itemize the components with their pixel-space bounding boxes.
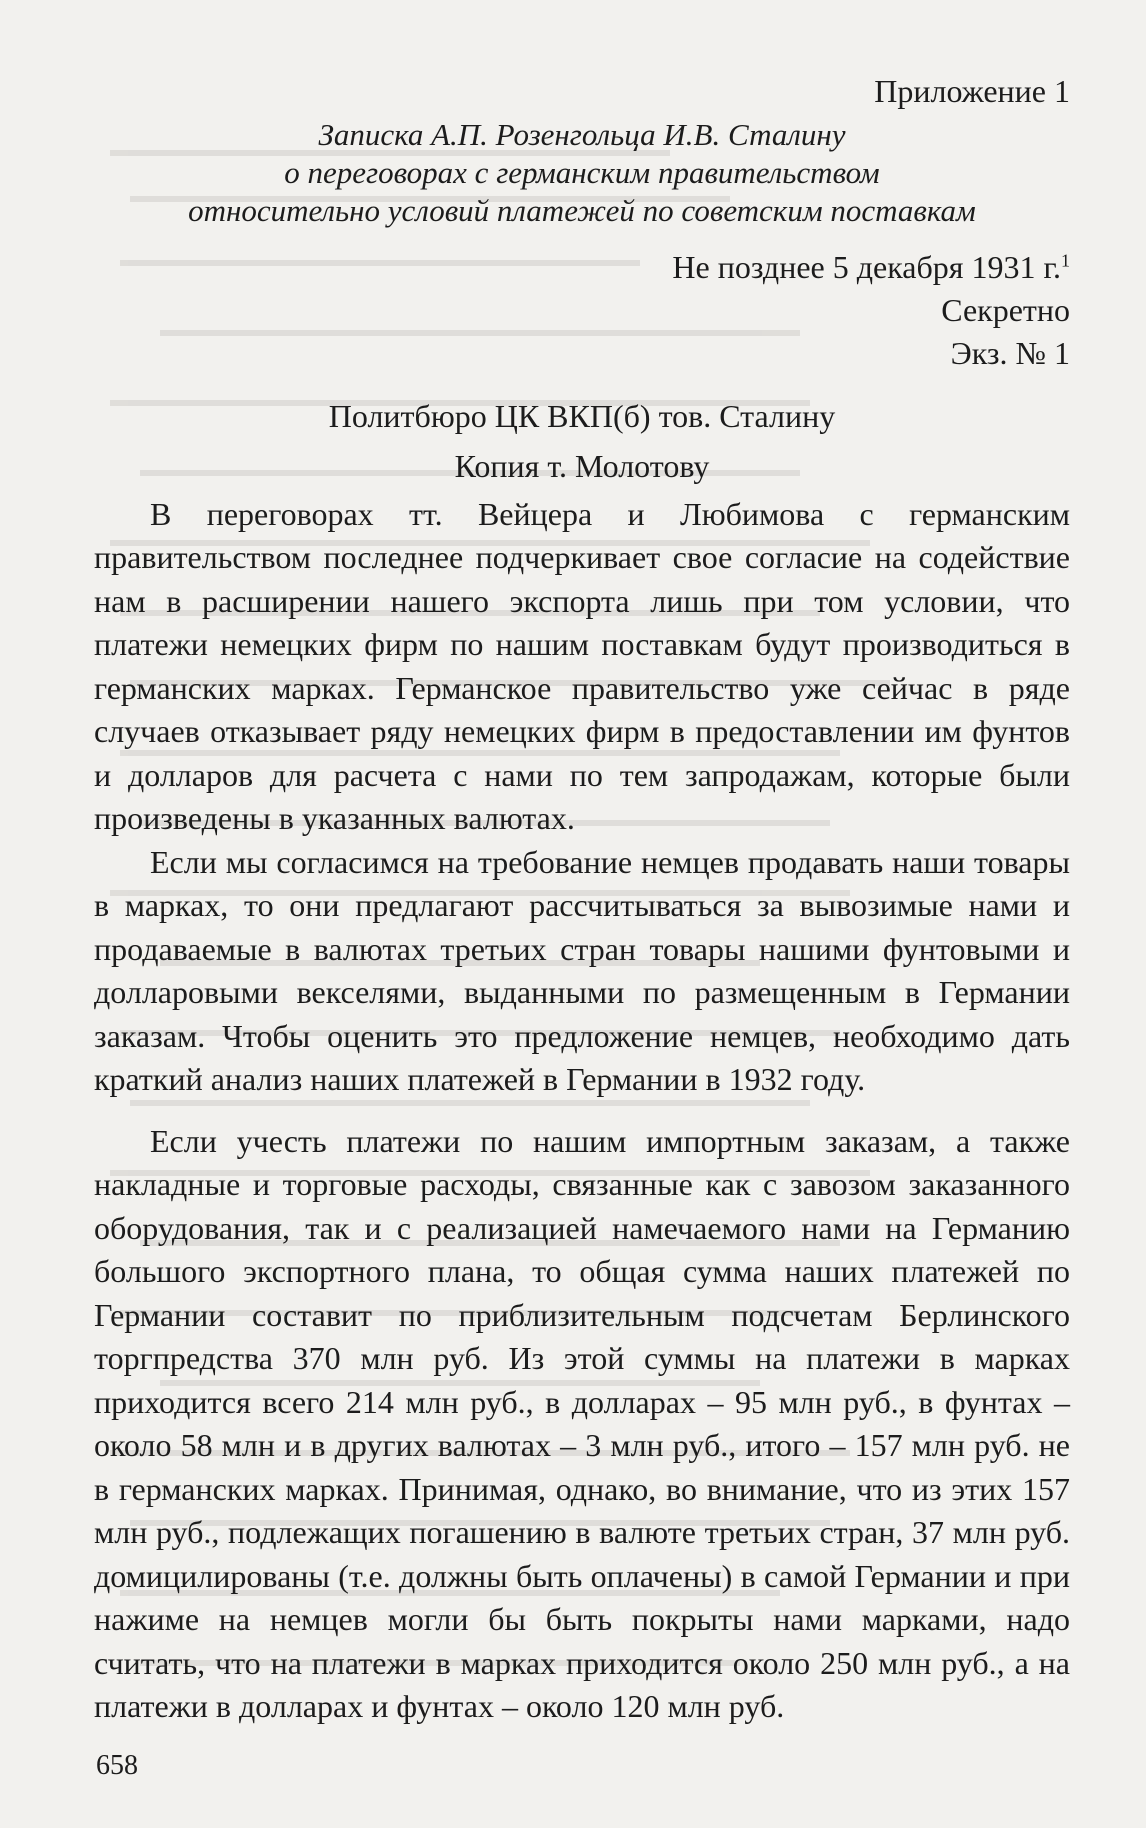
addressee: Политбюро ЦК ВКП(б) тов. Сталину <box>328 397 836 434</box>
document-meta <box>94 246 1070 375</box>
paragraph-2: Если мы согласимся на требование немцев продавать наши товары в марках, то они предлагают рассчитываться за вывозимые нами и продаваемые в валютах третьих стран товары нашими фунтовыми и долларовыми векселями, выданными по размещенным в Германии заказам. Чтобы оценить это предложение немцев, необходимо дать краткий анализ наших платежей в Германии в 1932 году. <box>94 843 1070 1097</box>
appendix-label: Приложение 1 <box>874 73 1070 109</box>
paragraph-3: Если учесть платежи по нашим импортным заказам, а также накладные и торговые расходы, связанные как с завозом заказанного оборудования, так и с реализацией намечаемого нами на Германию большого экспортного плана, то общая сумма наших платежей по Германии составит по приблизительным подсчетам Берлинского торгпредства 370 млн руб. Из этой суммы на платежи в марках приходится всего 214 млн руб., в долларах – 95 млн руб., в фунтах – около 58 млн и в других валютах – 3 млн руб., итого – 157 млн руб. не в германских марках. Принимая, однако, во внимание, что из этих 157 млн руб., подлежащих погашению в валюте третьих стран, 37 млн руб. домицилированы (т.е. должны быть оплачены) в самой Германии и при нажиме на немцев могли бы быть покрыты нами марками, надо считать, что на платежи в марках приходится около 250 млн руб., а на платежи в долларах и фунтах – около 120 млн руб. <box>94 1122 1070 1724</box>
document-page <box>94 70 1070 1729</box>
document-title <box>94 116 1070 230</box>
title-line-1: Записка А.П. Розенгольца И.В. Сталину <box>318 116 846 152</box>
footnote-marker: 1 <box>1061 249 1070 270</box>
classification: Секретно <box>941 291 1070 328</box>
copy-number: Экз. № 1 <box>950 334 1070 371</box>
paragraph-1: В переговорах тт. Вейцера и Любимова с германским правительством последнее подчеркивает свое согласие на содействие нам в расширении нашего экспорта лишь при том условии, что платежи немецких фирм по нашим поставкам будут производиться в германских марках. Германское правительство уже сейчас в ряде случаев отказывает ряду немецких фирм в предоставлении им фунтов и долларов для расчета с нами по тем запродажам, которые были произведены в указанных валютах. <box>94 495 1070 836</box>
document-date: Не позднее 5 декабря 1931 г.$^1$ <box>672 248 1070 285</box>
title-line-2: о переговорах с германским правительством <box>284 154 880 190</box>
page-number: 658 <box>96 1750 138 1781</box>
copy-recipient: Копия т. Молотову <box>454 448 710 484</box>
title-line-3: относительно условий платежей по советским поставкам <box>188 192 976 228</box>
